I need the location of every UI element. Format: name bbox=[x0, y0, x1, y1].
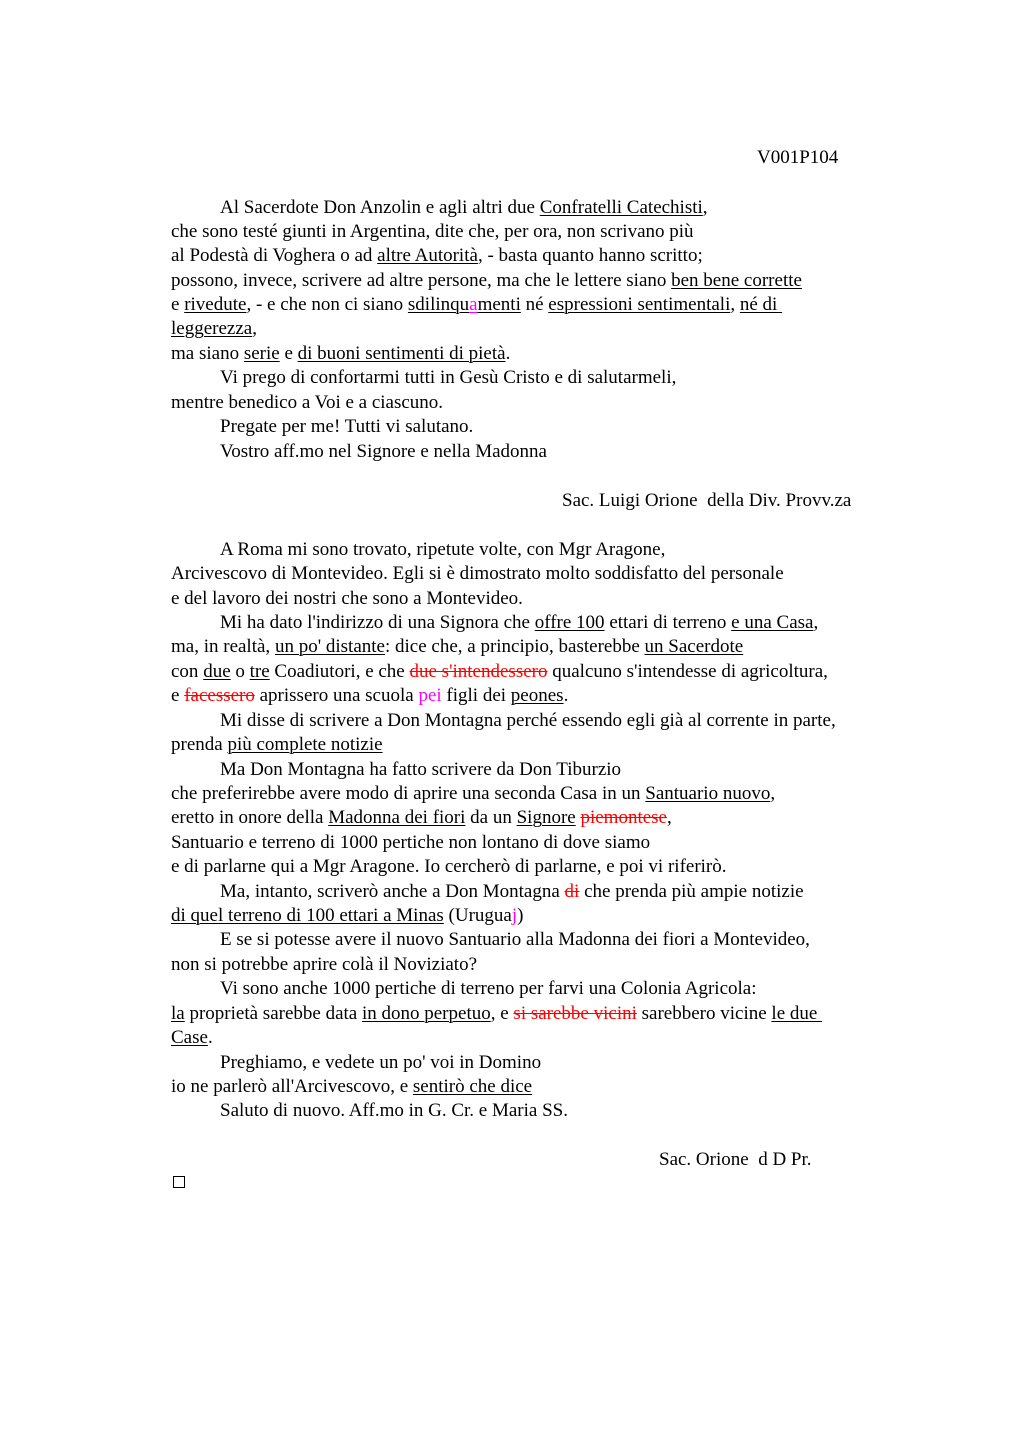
document-id: V001P104 bbox=[757, 147, 839, 168]
text-line: E se si potesse avere il nuovo Santuario alla Madonna dei fiori a Montevideo, bbox=[220, 929, 810, 950]
text-line: A Roma mi sono trovato, ripetute volte, con Mgr Aragone, bbox=[220, 539, 666, 560]
text-line: Al Sacerdote Don Anzolin e agli altri due Confratelli Catechisti, bbox=[220, 197, 708, 218]
text-line: ma, in realtà, un po' distante: dice che, a principio, basterebbe un Sacerdote bbox=[171, 636, 744, 657]
text-line: prenda più complete notizie bbox=[171, 734, 383, 755]
text-line: che sono testé giunti in Argentina, dite che, per ora, non scrivano più bbox=[171, 221, 694, 242]
text-line: la proprietà sarebbe data in dono perpetuo, e si sarebbe vicini sarebbero vicine le due bbox=[171, 1003, 823, 1024]
text-line: e di parlarne qui a Mgr Aragone. Io cercherò di parlarne, e poi vi riferirò. bbox=[171, 856, 727, 877]
text-line: eretto in onore della Madonna dei fiori da un Signore piemontese, bbox=[171, 807, 672, 828]
text-line: di quel terreno di 100 ettari a Minas (Uruguaj) bbox=[171, 905, 524, 926]
text-line: leggerezza, bbox=[171, 318, 257, 339]
checkbox-icon bbox=[173, 1176, 185, 1188]
text-line: mentre benedico a Voi e a ciascuno. bbox=[171, 392, 444, 413]
insertion-mark: j bbox=[511, 905, 518, 926]
insertion-mark: pei bbox=[418, 685, 442, 706]
text-line: Vi prego di confortarmi tutti in Gesù Cristo e di salutarmeli, bbox=[220, 367, 677, 388]
text-line: Saluto di nuovo. Aff.mo in G. Cr. e Maria SS. bbox=[220, 1100, 568, 1121]
text-line: Preghiamo, e vedete un po' voi in Domino bbox=[220, 1052, 542, 1073]
text-line: Santuario e terreno di 1000 pertiche non lontano di dove siamo bbox=[171, 832, 651, 853]
deletion-mark: facessero bbox=[184, 685, 255, 706]
text-line: e rivedute, - e che non ci siano sdilinquamenti né espressioni sentimentali, né di bbox=[171, 294, 783, 315]
text-line: al Podestà di Voghera o ad altre Autorità, - basta quanto hanno scritto; bbox=[171, 245, 703, 266]
text-line: e facessero aprissero una scuola pei figli dei peones. bbox=[171, 685, 569, 706]
text-line: Vi sono anche 1000 pertiche di terreno per farvi una Colonia Agricola: bbox=[220, 978, 757, 999]
text-line: Arcivescovo di Montevideo. Egli si è dimostrato molto soddisfatto del personale bbox=[171, 563, 784, 584]
text-line: non si potrebbe aprire colà il Noviziato? bbox=[171, 954, 478, 975]
text-line: Mi ha dato l'indirizzo di una Signora che offre 100 ettari di terreno e una Casa, bbox=[220, 612, 819, 633]
insertion-mark: a bbox=[469, 294, 478, 315]
text-line: Mi disse di scrivere a Don Montagna perché essendo egli già al corrente in parte, bbox=[220, 710, 836, 731]
text-line: Ma Don Montagna ha fatto scrivere da Don Tiburzio bbox=[220, 759, 622, 780]
text-line: Pregate per me! Tutti vi salutano. bbox=[220, 416, 474, 437]
signature-1: Sac. Luigi Orione della Div. Provv.za bbox=[562, 490, 852, 511]
signature-2: Sac. Orione d D Pr. bbox=[659, 1149, 812, 1170]
text-line: Case. bbox=[171, 1027, 213, 1048]
text-line: io ne parlerò all'Arcivescovo, e sentirò che dice bbox=[171, 1076, 533, 1097]
text-line: possono, invece, scrivere ad altre persone, ma che le lettere siano ben bene corrette bbox=[171, 270, 802, 291]
text-line: e del lavoro dei nostri che sono a Montevideo. bbox=[171, 588, 523, 609]
text-line: Ma, intanto, scriverò anche a Don Montagna di che prenda più ampie notizie bbox=[220, 881, 804, 902]
text-line: con due o tre Coadiutori, e che due s'intendessero qualcuno s'intendesse di agricoltura, bbox=[171, 661, 828, 682]
text-line: Vostro aff.mo nel Signore e nella Madonna bbox=[220, 441, 547, 462]
deletion-mark: si sarebbe vicini bbox=[513, 1003, 637, 1024]
text-line: che preferirebbe avere modo di aprire una seconda Casa in un Santuario nuovo, bbox=[171, 783, 776, 804]
text-line: ma siano serie e di buoni sentimenti di pietà. bbox=[171, 343, 511, 364]
deletion-mark: di bbox=[564, 881, 580, 902]
deletion-mark: due s'intendessero bbox=[409, 661, 548, 682]
deletion-mark: piemontese bbox=[580, 807, 667, 828]
